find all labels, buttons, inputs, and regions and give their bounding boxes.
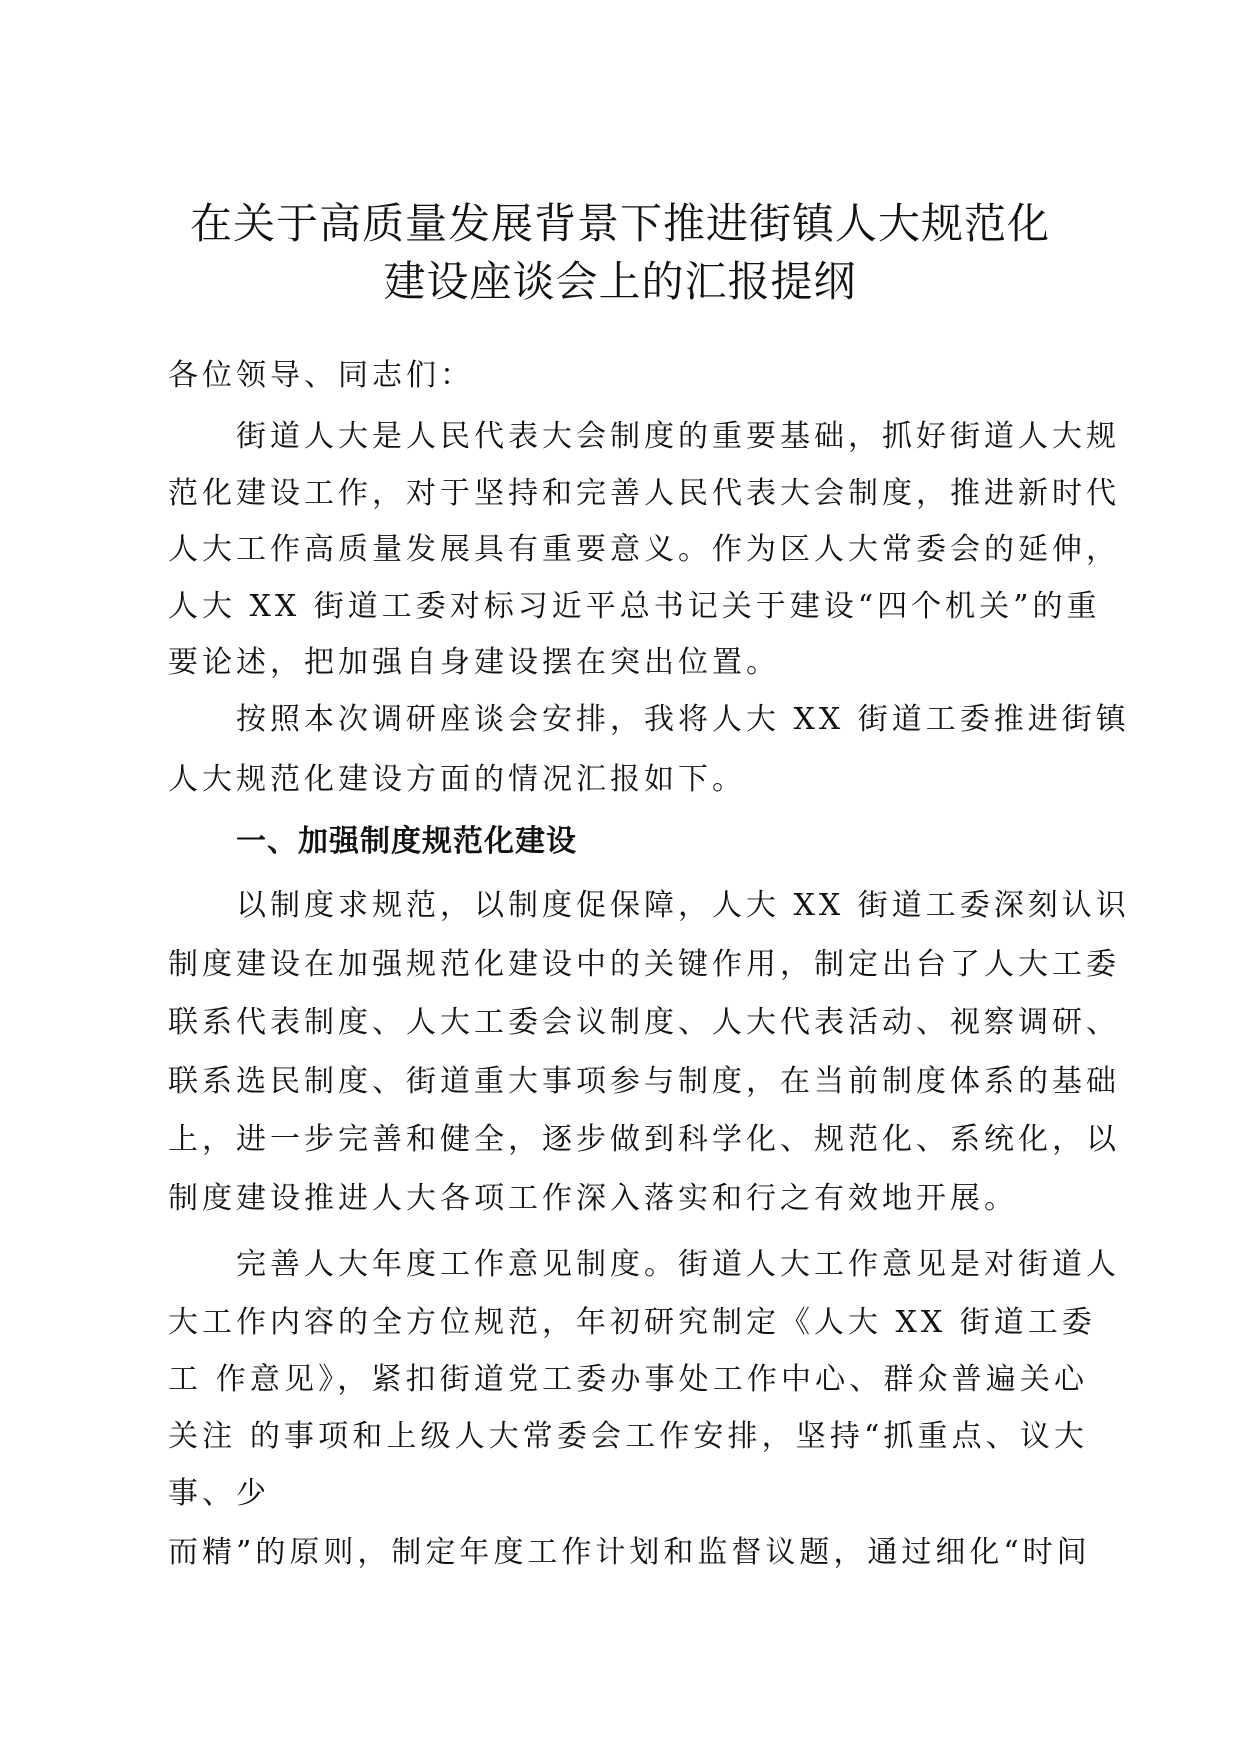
paragraph-line: 事、少 bbox=[168, 1476, 270, 1511]
salutation: 各位领导、同志们： bbox=[168, 358, 474, 393]
paragraph-line: 工 作意见》，紧扣街道党工委办事处工作中心、群众普遍关心 bbox=[168, 1362, 1088, 1397]
paragraph-line: 范化建设工作，对于坚持和完善人民代表大会制度，推进新时代 bbox=[168, 476, 1120, 511]
paragraph-line: 制度建设推进人大各项工作深入落实和行之有效地开展。 bbox=[168, 1181, 1018, 1216]
paragraph-line: 上，进一步完善和健全，逐步做到科学化、规范化、系统化，以 bbox=[168, 1122, 1120, 1157]
paragraph-line: 完善人大年度工作意见制度。街道人大工作意见是对街道人 bbox=[236, 1247, 1120, 1282]
document-title-line-1: 在关于高质量发展背景下推进街镇人大规范化 bbox=[189, 199, 1050, 248]
document-title-line-2: 建设座谈会上的汇报提纲 bbox=[383, 257, 857, 306]
paragraph-line: 人大规范化建设方面的情况汇报如下。 bbox=[168, 762, 746, 797]
paragraph-line: 联系代表制度、人大工委会议制度、人大代表活动、视察调研、 bbox=[168, 1005, 1120, 1040]
paragraph-line: 制度建设在加强规范化建设中的关键作用，制定出台了人大工委 bbox=[168, 947, 1120, 982]
section-heading: 一、加强制度规范化建设 bbox=[236, 824, 577, 859]
paragraph-line: 按照本次调研座谈会安排，我将人大 XX 街道工委推进街镇 bbox=[236, 702, 1130, 737]
paragraph-line: 大工作内容的全方位规范，年初研究制定《人大 XX 街道工委 bbox=[168, 1305, 1096, 1340]
paragraph-line: 以制度求规范，以制度促保障，人大 XX 街道工委深刻认识 bbox=[236, 888, 1130, 923]
paragraph-line: 人大 XX 街道工委对标习近平总书记关于建设“四个机关”的重 bbox=[168, 589, 1101, 624]
paragraph-line: 而精”的原则，制定年度工作计划和监督议题，通过细化“时间 bbox=[168, 1535, 1091, 1570]
paragraph-line: 关注 的事项和上级人大常委会工作安排，坚持“抓重点、议大 bbox=[168, 1419, 1088, 1454]
paragraph-line: 人大工作高质量发展具有重要意义。作为区人大常委会的延伸， bbox=[168, 532, 1120, 567]
paragraph-line: 街道人大是人民代表大会制度的重要基础，抓好街道人大规 bbox=[236, 419, 1120, 454]
paragraph-line: 要论述，把加强自身建设摆在突出位置。 bbox=[168, 645, 780, 680]
paragraph-line: 联系选民制度、街道重大事项参与制度，在当前制度体系的基础 bbox=[168, 1064, 1120, 1099]
